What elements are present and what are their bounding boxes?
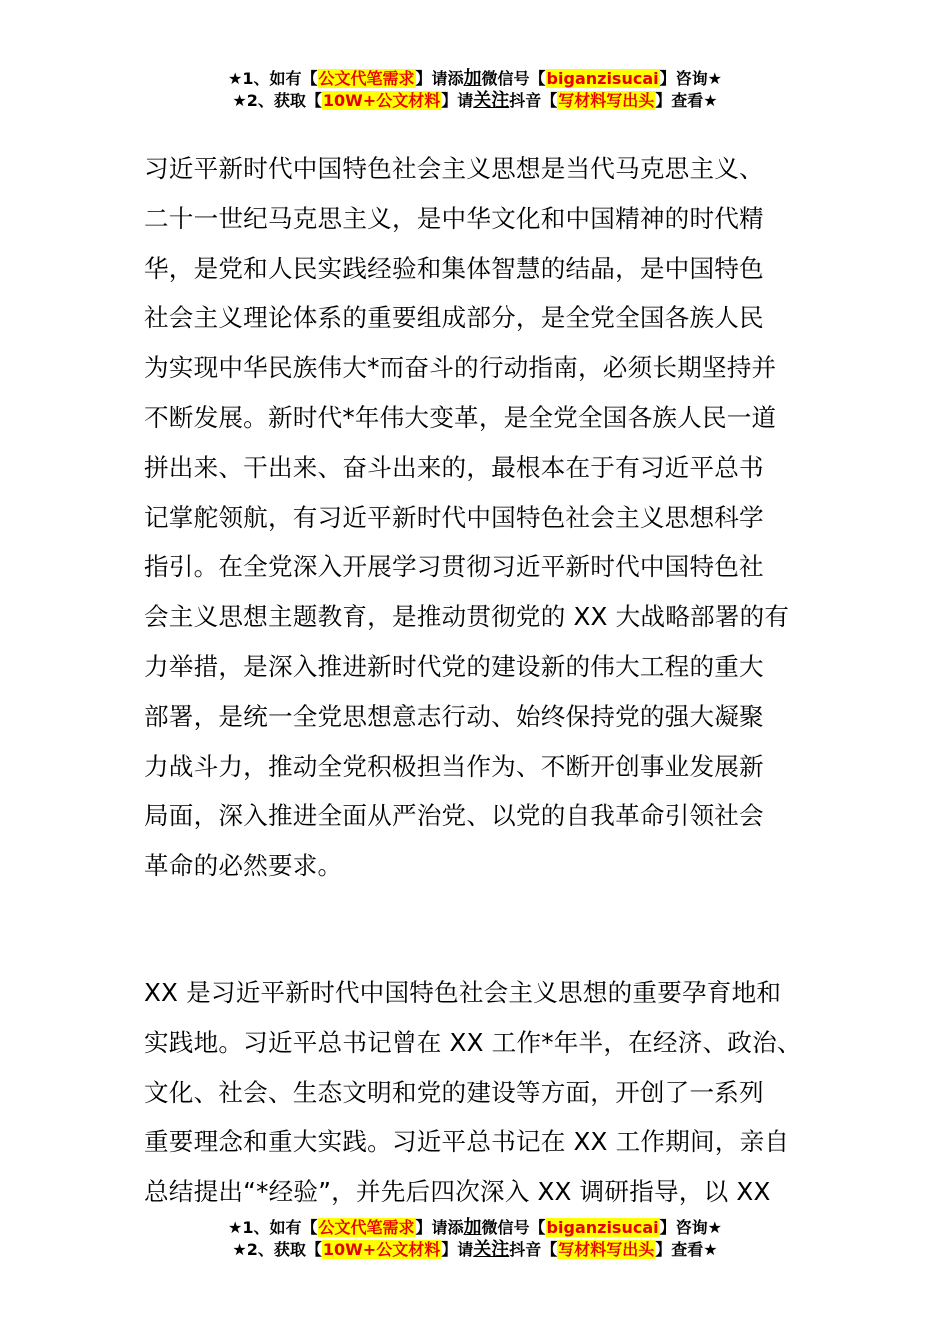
ad-text: 】查看★ [655, 91, 718, 110]
ad-text: ★2、获取【 [232, 1240, 322, 1259]
text-line: 指引。在全党深入开展学习贯彻习近平新时代中国特色社 [144, 552, 764, 582]
paragraph-2 [144, 968, 810, 1217]
text-line: 重要理念和重大实践。习近平总书记在 XX 工作期间，亲自 [144, 1127, 790, 1157]
ad-highlight: 10W+公文材料 [322, 1240, 441, 1259]
text-line: 拼出来、干出来、奋斗出来的，最根本在于有习近平总书 [144, 452, 764, 482]
ad-text: ★1、如有【 [228, 1218, 318, 1237]
ad-text: 抖音【 [509, 91, 558, 110]
text-line: 不断发展。新时代*年伟大变革，是全党全国各族人民一道 [144, 402, 777, 432]
paragraph-1 [144, 144, 810, 891]
ad-line-2 [0, 90, 950, 112]
text-line: 实践地。习近平总书记曾在 XX 工作*年半，在经济、政治、 [144, 1027, 802, 1057]
text-line: 习近平新时代中国特色社会主义思想是当代马克思主义、 [144, 154, 764, 183]
ad-emphasis: 加 [463, 68, 482, 89]
ad-text: 】咨询★ [659, 69, 722, 88]
ad-line-2 [0, 1239, 950, 1261]
text-line: 华，是党和人民实践经验和集体智慧的结晶，是中国特色 [144, 253, 764, 283]
text-line: 二十一世纪马克思主义，是中华文化和中国精神的时代精 [144, 203, 764, 233]
ad-text: 】请 [441, 1240, 474, 1259]
ad-text: 】查看★ [655, 1240, 718, 1259]
ad-highlight: biganzisucai [546, 1218, 659, 1237]
ad-text: 】咨询★ [659, 1218, 722, 1237]
header-ad-banner [0, 68, 950, 112]
text-line: 局面，深入推进全面从严治党、以党的自我革命引领社会 [144, 801, 764, 831]
text-line: 会主义思想主题教育，是推动贯彻党的 XX 大战略部署的有 [144, 602, 790, 632]
ad-highlight: 写材料写出头 [558, 91, 655, 110]
text-line: 力战斗力，推动全党积极担当作为、不断开创事业发展新 [144, 751, 764, 781]
text-line: XX 是习近平新时代中国特色社会主义思想的重要孕育地和 [144, 978, 782, 1007]
ad-text: 微信号【 [481, 69, 546, 88]
text-line: 革命的必然要求。 [144, 851, 343, 881]
ad-text: 微信号【 [481, 1218, 546, 1237]
text-line: 部署，是统一全党思想意志行动、始终保持党的强大凝聚 [144, 701, 764, 731]
text-line: 为实现中华民族伟大*而奋斗的行动指南，必须长期坚持并 [144, 353, 777, 383]
ad-text: 】请添 [415, 69, 464, 88]
ad-emphasis: 加 [463, 1217, 482, 1238]
ad-emphasis: 关注 [473, 90, 510, 111]
ad-line-1 [0, 68, 950, 90]
text-line: 社会主义理论体系的重要组成部分，是全党全国各族人民 [144, 303, 764, 333]
ad-text: 】请添 [415, 1218, 464, 1237]
text-line: 记掌舵领航，有习近平新时代中国特色社会主义思想科学 [144, 502, 764, 532]
text-line: 力举措，是深入推进新时代党的建设新的伟大工程的重大 [144, 651, 764, 681]
ad-text: 抖音【 [509, 1240, 558, 1259]
ad-text: ★1、如有【 [228, 69, 318, 88]
ad-highlight: 公文代笔需求 [318, 69, 415, 88]
ad-line-1 [0, 1217, 950, 1239]
footer-ad-banner [0, 1217, 950, 1261]
text-line: 总结提出“*经验”，并先后四次深入 XX 调研指导，以 XX [144, 1177, 771, 1207]
ad-highlight: 公文代笔需求 [318, 1218, 415, 1237]
ad-emphasis: 关注 [473, 1239, 510, 1260]
ad-text: 】请 [441, 91, 474, 110]
ad-highlight: 写材料写出头 [558, 1240, 655, 1259]
ad-highlight: biganzisucai [546, 69, 659, 88]
ad-highlight: 10W+公文材料 [322, 91, 441, 110]
ad-text: ★2、获取【 [232, 91, 322, 110]
text-line: 文化、社会、生态文明和党的建设等方面，开创了一系列 [144, 1077, 764, 1107]
